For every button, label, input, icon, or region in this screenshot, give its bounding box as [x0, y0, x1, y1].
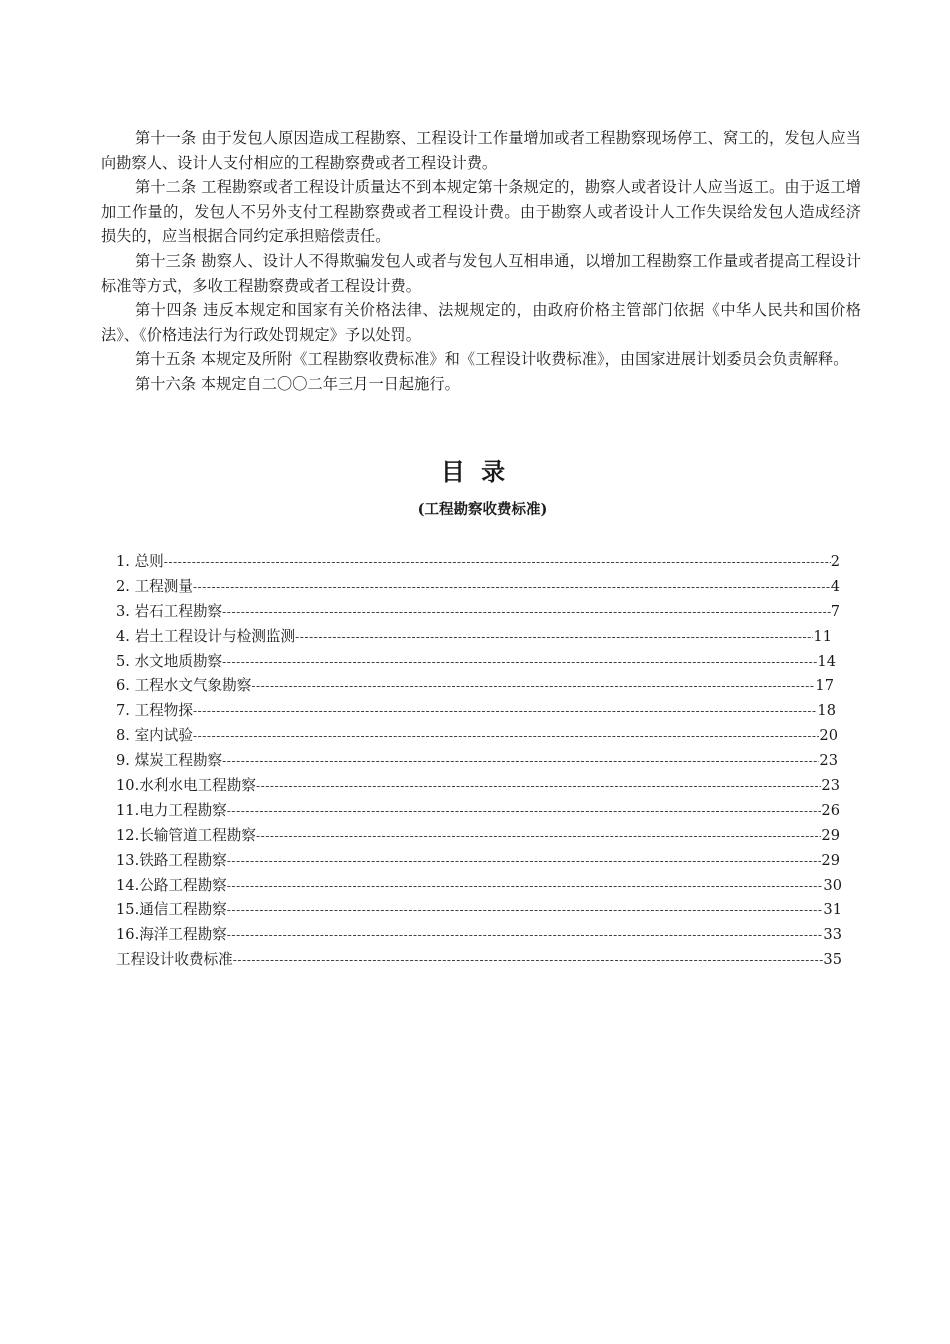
- toc-entry[interactable]: [116, 923, 842, 948]
- toc-entry-page-number: 30: [823, 876, 842, 894]
- toc-entry[interactable]: [116, 575, 840, 600]
- toc-dot-leader: [222, 600, 831, 625]
- toc-dot-leader: [251, 674, 815, 699]
- toc-entry-label: 15.通信工程勘察: [116, 901, 227, 919]
- toc-entry[interactable]: [116, 849, 840, 874]
- toc-entry-page-number: 4: [830, 577, 840, 595]
- toc-entry-label: 9. 煤炭工程勘察: [116, 752, 223, 770]
- toc-subtitle: (工程勘察收费标准): [417, 501, 548, 518]
- toc-entry[interactable]: [116, 600, 840, 625]
- toc-entry-label: 7. 工程物探: [116, 702, 193, 720]
- toc-entry[interactable]: [116, 724, 838, 749]
- toc-entry-label: 4. 岩土工程设计与检测监测: [116, 627, 296, 645]
- article-12: 第十二条 工程勘察或者工程设计质量达不到本规定第十条规定的，勘察人或者设计人应当返工。由于返工增加工作量的，发包人不另外支付工程勘察费或者工程设计费。由于勘察人或者设计人工作失误给发包人造成经济损失的，应当根据合同约定承担赔偿责任。: [101, 178, 861, 246]
- regulation-articles: [101, 126, 861, 397]
- toc-entry-label: 工程设计收费标准: [116, 951, 233, 969]
- toc-entry[interactable]: [116, 874, 842, 899]
- toc-entry[interactable]: [116, 550, 840, 575]
- toc-entry-page-number: 7: [830, 602, 840, 620]
- toc-entry-page-number: 14: [817, 652, 836, 670]
- toc-entry-label: 8. 室内试验: [116, 727, 193, 745]
- toc-dot-leader: [193, 699, 817, 724]
- toc-entry-page-number: 17: [815, 677, 834, 695]
- toc-entry-label: 14.公路工程勘察: [116, 876, 227, 894]
- toc-dot-leader: [295, 625, 813, 650]
- toc-entry-page-number: 23: [819, 752, 838, 770]
- toc-entry[interactable]: [116, 749, 838, 774]
- toc-entry-label: 11.电力工程勘察: [116, 801, 227, 819]
- toc-dot-leader: [227, 874, 824, 899]
- toc-dot-leader: [227, 923, 824, 948]
- article-11: 第十一条 由于发包人原因造成工程勘察、工程设计工作量增加或者工程勘察现场停工、窝工的，发包人应当向勘察人、设计人支付相应的工程勘察费或者工程设计费。: [101, 129, 861, 172]
- toc-dot-leader: [193, 575, 831, 600]
- toc-entry-label: 1. 总则: [116, 553, 164, 570]
- toc-entry[interactable]: [116, 774, 840, 799]
- toc-entry-page-number: 2: [830, 553, 840, 570]
- toc-title: 目 录: [440, 457, 510, 486]
- toc-entry-page-number: 18: [817, 702, 836, 720]
- toc-dot-leader: [227, 799, 822, 824]
- article-15: 第十五条 本规定及所附《工程勘察收费标准》和《工程设计收费标准》，由国家进展计划委员会负责解释。: [135, 350, 849, 369]
- article-14: 第十四条 违反本规定和国家有关价格法律、法规规定的，由政府价格主管部门依据《中华人民共和国价格法》、《价格违法行为行政处罚规定》予以处罚。: [101, 301, 861, 344]
- toc-entry-page-number: 33: [823, 926, 842, 944]
- toc-dot-leader: [256, 774, 821, 799]
- toc-entry[interactable]: [116, 625, 832, 650]
- toc-dot-leader: [193, 724, 819, 749]
- toc-entry-label: 3. 岩石工程勘察: [116, 602, 223, 620]
- article-16: 第十六条 本规定自二〇〇二年三月一日起施行。: [135, 374, 460, 393]
- toc-entry-label: 16.海洋工程勘察: [116, 926, 227, 944]
- toc-entry-label: 2. 工程测量: [116, 577, 193, 595]
- toc-entry[interactable]: [116, 898, 842, 923]
- toc-dot-leader: [227, 849, 822, 874]
- toc-entry-label: 13.铁路工程勘察: [116, 851, 227, 869]
- toc-entry-page-number: 20: [819, 727, 838, 745]
- toc-dot-leader: [222, 650, 817, 675]
- article-13: 第十三条 勘察人、设计人不得欺骗发包人或者与发包人互相串通，以增加工程勘察工作量或者提高工程设计标准等方式，多收工程勘察费或者工程设计费。: [101, 251, 861, 295]
- toc-entry-page-number: 29: [821, 851, 840, 869]
- toc-dot-leader: [227, 898, 824, 923]
- toc-entry[interactable]: [116, 799, 840, 824]
- toc-dot-leader: [164, 550, 831, 575]
- toc-entry[interactable]: [116, 674, 834, 699]
- toc-entry-page-number: 26: [821, 801, 840, 819]
- toc-entry-label: 10.水利水电工程勘察: [116, 777, 256, 795]
- toc-entry-page-number: 29: [821, 826, 840, 844]
- toc-entry-label: 6. 工程水文气象勘察: [116, 677, 252, 695]
- toc-entry[interactable]: [116, 650, 836, 675]
- table-of-contents: [116, 550, 876, 973]
- toc-dot-leader: [233, 948, 824, 973]
- toc-entry[interactable]: [116, 948, 842, 973]
- toc-entry-page-number: 11: [813, 627, 832, 645]
- toc-entry-page-number: 23: [821, 777, 840, 795]
- toc-dot-leader: [256, 824, 821, 849]
- toc-dot-leader: [222, 749, 819, 774]
- toc-entry[interactable]: [116, 824, 840, 849]
- toc-entry-label: 12.长输管道工程勘察: [116, 826, 256, 844]
- toc-entry-page-number: 31: [823, 901, 842, 919]
- toc-entry[interactable]: [116, 699, 836, 724]
- toc-entry-label: 5. 水文地质勘察: [116, 652, 223, 670]
- toc-entry-page-number: 35: [823, 951, 842, 969]
